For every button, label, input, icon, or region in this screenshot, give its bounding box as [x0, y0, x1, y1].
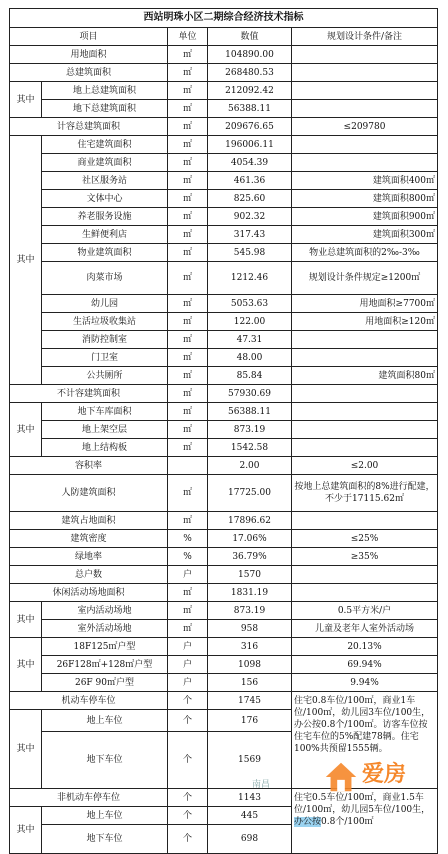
- row-value: 545.98: [208, 244, 292, 262]
- group-label: 其中: [10, 82, 42, 118]
- row-unit: ㎡: [168, 100, 208, 118]
- group-label: 其中: [10, 403, 42, 457]
- group-label: 其中: [10, 602, 42, 638]
- row-note: [292, 385, 438, 403]
- row-note: 用地面积≥7700㎡: [292, 295, 438, 313]
- row-label: 消防控制室: [42, 331, 168, 349]
- row-value: 873.19: [208, 421, 292, 439]
- row-unit: ㎡: [168, 82, 208, 100]
- row-label: 总户数: [10, 566, 168, 584]
- table-row: [10, 602, 438, 620]
- row-value: 36.79%: [208, 548, 292, 566]
- row-note: 69.94%: [292, 656, 438, 674]
- row-note: [292, 584, 438, 602]
- row-note: [292, 64, 438, 82]
- row-label: 住宅建筑面积: [42, 136, 168, 154]
- row-value: 1745: [208, 692, 292, 710]
- table-row: [10, 64, 438, 82]
- row-value: 873.19: [208, 602, 292, 620]
- table-row: [10, 313, 438, 331]
- bike-note-highlight: 办公按: [294, 817, 322, 827]
- row-unit: 个: [168, 692, 208, 710]
- row-unit: ㎡: [168, 584, 208, 602]
- row-label: 地上车位: [42, 807, 168, 825]
- row-value: 316: [208, 638, 292, 656]
- row-note: 建筑面积800㎡: [292, 190, 438, 208]
- table-header-row: [10, 28, 438, 46]
- row-label: 不计容建筑面积: [10, 385, 168, 403]
- table-row: [10, 244, 438, 262]
- row-note: 建筑面积300㎡: [292, 226, 438, 244]
- row-unit: %: [168, 548, 208, 566]
- row-label: 物业建筑面积: [42, 244, 168, 262]
- table-title: 西站明珠小区二期综合经济技术指标: [10, 9, 438, 28]
- row-label: 总建筑面积: [10, 64, 168, 82]
- row-label: 机动车停车位: [10, 692, 168, 710]
- row-label: 非机动车停车位: [10, 789, 168, 807]
- table-row: [10, 46, 438, 64]
- row-value: 122.00: [208, 313, 292, 331]
- row-unit: 户: [168, 674, 208, 692]
- table-row: [10, 674, 438, 692]
- table-row: [10, 154, 438, 172]
- row-unit: ㎡: [168, 118, 208, 136]
- table-row: [10, 584, 438, 602]
- row-value: 461.36: [208, 172, 292, 190]
- row-value: 1542.58: [208, 439, 292, 457]
- table-row: [10, 82, 438, 100]
- row-note: 规划设计条件规定≥1200㎡: [292, 262, 438, 295]
- row-value: 56388.11: [208, 100, 292, 118]
- row-label: 地下总建筑面积: [42, 100, 168, 118]
- row-unit: 个: [168, 732, 208, 789]
- row-note: 建筑面积900㎡: [292, 208, 438, 226]
- row-note: [292, 136, 438, 154]
- document: [9, 8, 437, 854]
- row-label: 18F125㎡户型: [42, 638, 168, 656]
- row-label: 地上架空层: [42, 421, 168, 439]
- row-unit: ㎡: [168, 385, 208, 403]
- row-value: 176: [208, 710, 292, 732]
- row-label: 商业建筑面积: [42, 154, 168, 172]
- row-label: 幼儿园: [42, 295, 168, 313]
- row-label: 生鲜便利店: [42, 226, 168, 244]
- row-unit: ㎡: [168, 190, 208, 208]
- row-value: 1570: [208, 566, 292, 584]
- row-label: 计容总建筑面积: [10, 118, 168, 136]
- row-unit: ㎡: [168, 154, 208, 172]
- row-label: 休闲活动场地面积: [10, 584, 168, 602]
- header-item: 项目: [10, 28, 168, 46]
- row-value: 1831.19: [208, 584, 292, 602]
- row-unit: ㎡: [168, 226, 208, 244]
- row-unit: ㎡: [168, 421, 208, 439]
- table-title-row: [10, 9, 438, 28]
- row-label: 公共厕所: [42, 367, 168, 385]
- row-value: 47.31: [208, 331, 292, 349]
- group-label: 其中: [10, 638, 42, 692]
- row-unit: ㎡: [168, 367, 208, 385]
- row-value: 48.00: [208, 349, 292, 367]
- row-note: [292, 439, 438, 457]
- row-label: 室内活动场地: [42, 602, 168, 620]
- row-unit: ㎡: [168, 136, 208, 154]
- row-value: 317.43: [208, 226, 292, 244]
- table-row: [10, 190, 438, 208]
- row-note: ≤209780: [292, 118, 438, 136]
- row-unit: 户: [168, 656, 208, 674]
- row-value: 17.06%: [208, 530, 292, 548]
- row-label: 绿地率: [10, 548, 168, 566]
- row-unit: ㎡: [168, 208, 208, 226]
- row-value: 156: [208, 674, 292, 692]
- row-note: [292, 512, 438, 530]
- table-row: [10, 638, 438, 656]
- row-unit: ㎡: [168, 64, 208, 82]
- row-label: 26F 90㎡户型: [42, 674, 168, 692]
- row-note: 物业总建筑面积的2‰-3‰: [292, 244, 438, 262]
- row-unit: ㎡: [168, 403, 208, 421]
- row-value: 2.00: [208, 457, 292, 475]
- header-unit: 单位: [168, 28, 208, 46]
- row-note: 9.94%: [292, 674, 438, 692]
- watermark-brand: 爱房: [362, 762, 407, 787]
- row-label: 室外活动场地: [42, 620, 168, 638]
- row-note: 儿童及老年人室外活动场: [292, 620, 438, 638]
- row-value: 1098: [208, 656, 292, 674]
- row-label: 26F128㎡+128㎡户型: [42, 656, 168, 674]
- row-note: 用地面积≥120㎡: [292, 313, 438, 331]
- row-unit: 个: [168, 825, 208, 854]
- row-note: 0.5平方米/户: [292, 602, 438, 620]
- row-label: 地下车位: [42, 825, 168, 854]
- row-value: 445: [208, 807, 292, 825]
- table-row: [10, 367, 438, 385]
- table-row: [10, 295, 438, 313]
- row-value: 268480.53: [208, 64, 292, 82]
- row-value: 825.60: [208, 190, 292, 208]
- group-label: 其中: [10, 136, 42, 385]
- row-note: [292, 154, 438, 172]
- table-row: [10, 262, 438, 295]
- row-note: 按地上总建筑面积的8%进行配建，不少于17115.62㎡: [292, 475, 438, 512]
- table-row: [10, 421, 438, 439]
- row-note: ≥35%: [292, 548, 438, 566]
- table-row: [10, 548, 438, 566]
- row-value: 1569: [208, 732, 292, 789]
- row-label: 地下车位: [42, 732, 168, 789]
- row-label: 社区服务站: [42, 172, 168, 190]
- table-row: [10, 457, 438, 475]
- group-label: 其中: [10, 807, 42, 854]
- row-unit: 个: [168, 710, 208, 732]
- bike-note-c: 0.8个/100㎡: [321, 817, 374, 827]
- row-label: 人防建筑面积: [10, 475, 168, 512]
- row-unit: [168, 457, 208, 475]
- row-value: 958: [208, 620, 292, 638]
- parking-note: 住宅0.8车位/100㎡，商业1车位/100㎡，幼儿园3车位/100生，办公按0.8个/100㎡。访客车位按住宅车位的5%配建78辆。住宅100%共预留1555辆。: [292, 692, 438, 789]
- row-value: 85.84: [208, 367, 292, 385]
- row-value: 5053.63: [208, 295, 292, 313]
- row-note: [292, 566, 438, 584]
- row-note: [292, 82, 438, 100]
- row-label: 建筑占地面积: [10, 512, 168, 530]
- row-label: 文体中心: [42, 190, 168, 208]
- table-row: [10, 403, 438, 421]
- row-value: 1143: [208, 789, 292, 807]
- table-row: [10, 136, 438, 154]
- row-value: 56388.11: [208, 403, 292, 421]
- row-unit: ㎡: [168, 439, 208, 457]
- row-unit: ㎡: [168, 262, 208, 295]
- house-logo-icon: [322, 758, 360, 796]
- watermark: [252, 756, 440, 796]
- row-unit: 户: [168, 638, 208, 656]
- table-row: [10, 349, 438, 367]
- watermark-city: 南昌: [252, 780, 271, 790]
- row-unit: ㎡: [168, 620, 208, 638]
- row-note: [292, 46, 438, 64]
- table-row: [10, 331, 438, 349]
- row-unit: ㎡: [168, 331, 208, 349]
- row-label: 养老服务设施: [42, 208, 168, 226]
- table-row: [10, 439, 438, 457]
- row-note: [292, 403, 438, 421]
- row-value: 57930.69: [208, 385, 292, 403]
- row-label: 生活垃圾收集站: [42, 313, 168, 331]
- row-unit: %: [168, 530, 208, 548]
- table-row: [10, 512, 438, 530]
- row-unit: ㎡: [168, 602, 208, 620]
- row-value: 4054.39: [208, 154, 292, 172]
- bike-parking-note: [292, 789, 438, 854]
- row-note: 建筑面积400㎡: [292, 172, 438, 190]
- bike-note-a: 住宅0.5车位/100㎡，商业1.5车位/100㎡，幼儿园5车位/100生，: [294, 793, 431, 815]
- row-note: ≤25%: [292, 530, 438, 548]
- table-row: [10, 692, 438, 710]
- row-unit: ㎡: [168, 295, 208, 313]
- row-note: [292, 349, 438, 367]
- table-row: [10, 530, 438, 548]
- header-value: 数值: [208, 28, 292, 46]
- row-unit: 户: [168, 566, 208, 584]
- row-value: 698: [208, 825, 292, 854]
- row-unit: 个: [168, 789, 208, 807]
- row-label: 地上结构板: [42, 439, 168, 457]
- table-row: [10, 475, 438, 512]
- row-value: 17725.00: [208, 475, 292, 512]
- table-row: [10, 385, 438, 403]
- row-value: 17896.62: [208, 512, 292, 530]
- row-label: 地上车位: [42, 710, 168, 732]
- row-value: 902.32: [208, 208, 292, 226]
- row-unit: ㎡: [168, 313, 208, 331]
- row-label: 门卫室: [42, 349, 168, 367]
- row-label: 容积率: [10, 457, 168, 475]
- table-row: [10, 208, 438, 226]
- table-row: [10, 656, 438, 674]
- row-unit: 个: [168, 807, 208, 825]
- row-value: 104890.00: [208, 46, 292, 64]
- table-row: [10, 226, 438, 244]
- row-value: 212092.42: [208, 82, 292, 100]
- row-unit: ㎡: [168, 512, 208, 530]
- row-label: 地上总建筑面积: [42, 82, 168, 100]
- row-value: 1212.46: [208, 262, 292, 295]
- row-label: 建筑密度: [10, 530, 168, 548]
- table-row: [10, 100, 438, 118]
- row-note: [292, 331, 438, 349]
- table-row: [10, 172, 438, 190]
- row-note: ≤2.00: [292, 457, 438, 475]
- group-label: 其中: [10, 710, 42, 789]
- header-note: 规划设计条件/备注: [292, 28, 438, 46]
- row-note: 20.13%: [292, 638, 438, 656]
- row-unit: ㎡: [168, 349, 208, 367]
- row-label: 地下车库面积: [42, 403, 168, 421]
- indicator-table: [9, 8, 438, 854]
- row-note: [292, 100, 438, 118]
- row-value: 196006.11: [208, 136, 292, 154]
- table-row: [10, 566, 438, 584]
- row-unit: ㎡: [168, 46, 208, 64]
- table-row: [10, 118, 438, 136]
- row-label: 肉菜市场: [42, 262, 168, 295]
- row-value: 209676.65: [208, 118, 292, 136]
- row-note: 建筑面积80㎡: [292, 367, 438, 385]
- row-unit: ㎡: [168, 475, 208, 512]
- row-note: [292, 421, 438, 439]
- row-label: 用地面积: [10, 46, 168, 64]
- table-row: [10, 620, 438, 638]
- row-unit: ㎡: [168, 244, 208, 262]
- row-unit: ㎡: [168, 172, 208, 190]
